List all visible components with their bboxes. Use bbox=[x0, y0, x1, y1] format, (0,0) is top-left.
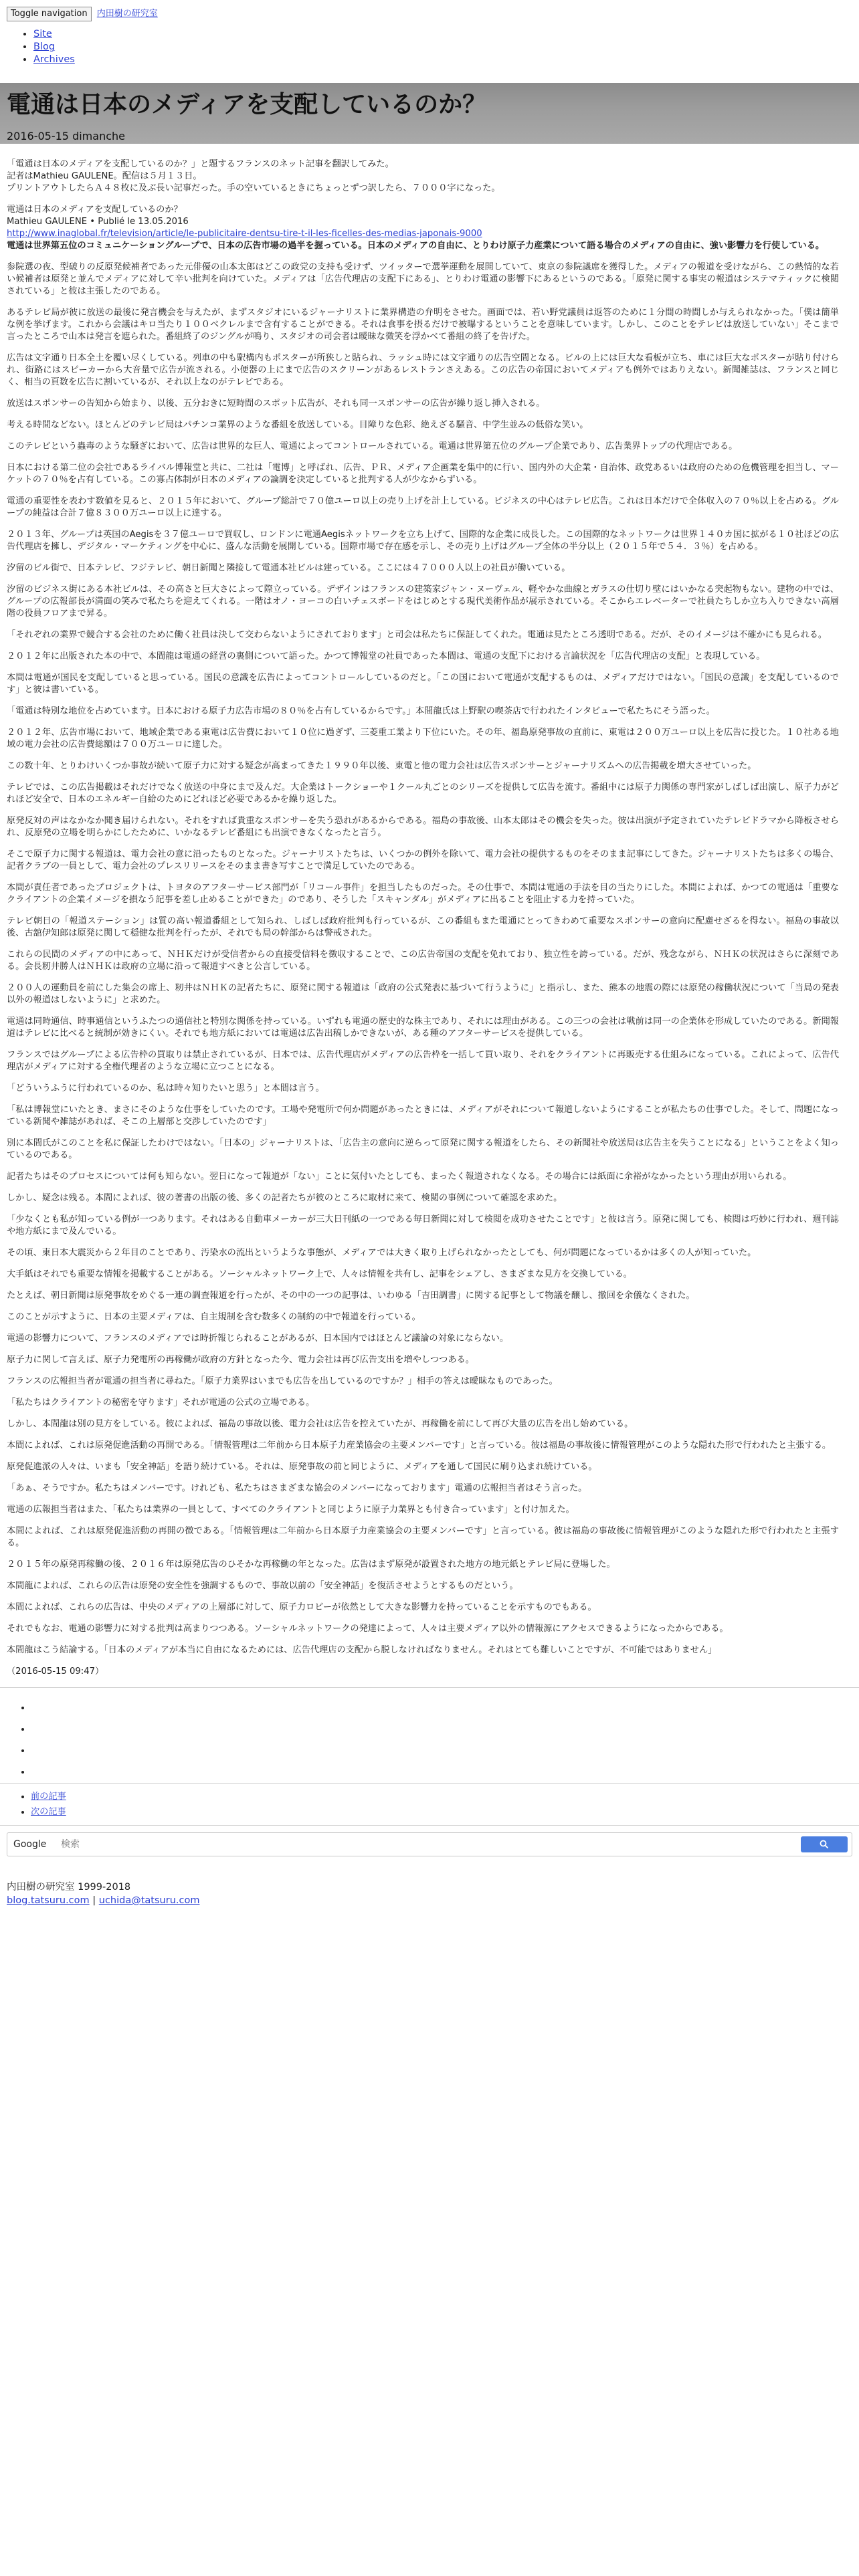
intro-line: 「電通は日本のメディアを支配しているのか？」と題するフランスのネット記事を翻訳してみた。 bbox=[7, 159, 394, 169]
article-paragraph: それでもなお、電通の影響力に対する批判は高まりつつある。ソーシャルネットワークの発達によって、人々は主要メディア以外の情報源にアクセスできるようになったからである。 bbox=[7, 1624, 729, 1634]
article-paragraph: 原発反対の声はなかなか聞き届けられない。それをすれば貴重なスポンサーを失う恐れがあるからである。福島の事故後、山本太郎はその機会を失った。彼は出演が予定されていたテレビドラマから降板させられ、反原発の立場を明らかにしたために、いかなるテレビ番組にも出演できなくなったと言う。 bbox=[7, 816, 839, 838]
article-paragraph: 汐留のビジネス街にある本社ビルは、その高さと巨大さによって際立っている。デザインはフランスの建築家ジャン・ヌーヴェル、軽やかな曲線とガラスの仕切り壁にはいかなる突起物もない。建物の中では、グループの広報部長が満面の笑みで私たちを迎えてくれる。一階はオノ・ヨーコの白いチェスボードをはじめとする現代美術作品が展示されている。そこからエレベーターで社員たちしか立ち入りできない高層階の役員フロアまで昇る。 bbox=[7, 584, 839, 619]
share-item bbox=[31, 1740, 859, 1761]
article-paragraph: ２０１５年の原発再稼働の後、２０１６年は原発広告のひそかな再稼働の年となった。広告はまず原発が設置された地方の地元紙とテレビ局に登場した。 bbox=[7, 1560, 615, 1570]
article-byline: Mathieu GAULENE • Publié le 13.05.2016 bbox=[7, 217, 189, 227]
article-paragraph: 「電通は特別な地位を占めています。日本における原子力広告市場の８０％を占有しているからです。」本間龍氏は上野駅の喫茶店で行われたインタビューで私たちにそう語った。 bbox=[7, 706, 715, 716]
source-article-link[interactable]: http://www.inaglobal.fr/television/article/le-publicitaire-dentsu-tire-t-il-les-ficelles-des-medias-japonais-9000 bbox=[7, 229, 482, 239]
nav-item-blog bbox=[33, 41, 859, 53]
next-post-link[interactable]: 次の記事 bbox=[31, 1807, 66, 1817]
article-paragraph: 「あぁ、そうですか。私たちはメンバーです。けれども、私たちはさまざまな協会のメンバーになっております」電通の広報担当者はそう言った。 bbox=[7, 1483, 587, 1493]
article-paragraph: 電通の重要性を表わす数値を見ると、２０１５年において、グループ総計で７０億ユーロ以上の売り上げを計上している。ビジネスの中心はテレビ広告。これは日本だけで全体収入の７０％以上を占める。グループの純益は合計７億８３００万ユーロ以上に達する。 bbox=[7, 496, 839, 518]
article-title: 電通は日本のメディアを支配しているのか？ bbox=[7, 205, 183, 215]
site-nav bbox=[0, 28, 859, 66]
article-paragraph: テレビでは、この広告掲載はそれだけでなく放送の中身にまで及んだ。大企業はトークショーや１クール丸ごとのシリーズを提供して広告を流す。番組中には原子力関係の専門家がしばしば出演し、原子力がどれほど安全で、日本のエネルギー自給のためにどれほど必要であるかを繰り返した。 bbox=[7, 782, 839, 804]
article-paragraph: 本間龍はこう結論する。「日本のメディアが本当に自由になるためには、広告代理店の支配から脱しなければなりません。それはとても難しいことですが、不可能ではありません」 bbox=[7, 1645, 717, 1655]
post-pager bbox=[0, 1789, 859, 1820]
article-paragraph: ２００人の運動員を前にした集会の席上、籾井はＮＨＫの記者たちに、原発に関する報道は「政府の公式発表に基づいて行うように」と指示し、また、熊本の地震の際には原発の稼働状況について「当局の発表以外の報道はしないように」と求めた。 bbox=[7, 983, 839, 1005]
article-paragraph: テレビ朝日の「報道ステーション」は質の高い報道番組として知られ、しばしば政府批判も行っているが、この番組もまた電通にとってきわめて重要なスポンサーの意向に配慮せざるを得ない。福島の事故以後、古舘伊知郎は原発に関して穏健な批判を行ったが、それでも局の幹部からは警戒された。 bbox=[7, 916, 839, 938]
article-paragraph: この数十年、とりわけいくつか事故が続いて原子力に対する疑念が高まってきた１９９０年以後、東電と他の電力会社は広告スポンサーとジャーナリズムへの広告掲載を増大させていった。 bbox=[7, 761, 757, 771]
intro-line: プリントアウトしたらＡ４８枚に及ぶ長い記事だった。手の空いているときにちょっとずつ訳したら、７０００字になった。 bbox=[7, 183, 500, 193]
divider bbox=[0, 1825, 859, 1826]
post-timestamp: （2016-05-15 09:47） bbox=[7, 1667, 104, 1677]
divider bbox=[0, 1687, 859, 1688]
site-title-link[interactable]: 内田樹の研究室 bbox=[96, 9, 158, 19]
search-button[interactable] bbox=[801, 1836, 848, 1852]
article-paragraph: 別に本間氏がこのことを私に保証したわけではない。「日本の」ジャーナリストは、「広告主の意向に逆らって原発に関する報道をしたら、その新聞社や放送局は広告主を失うことになる」ということをよく知っているのである。 bbox=[7, 1138, 839, 1160]
article-paragraph: 考える時間などない。ほとんどのテレビ局はパチンコ業界のような番組を放送している。目障りな色彩、絶えざる騒音、中学生並みの低俗な笑い。 bbox=[7, 420, 589, 430]
article-paragraph: 「どういうふうに行われているのか、私は時々知りたいと思う」と本間は言う。 bbox=[7, 1083, 324, 1093]
article-paragraph: しかし、疑念は残る。本間によれば、彼の著書の出版の後、多くの記者たちが彼のところに取材に来て、検閲の事例について確認を求めた。 bbox=[7, 1193, 563, 1203]
search-icon bbox=[820, 1840, 829, 1849]
nav-link-site[interactable]: Site bbox=[33, 29, 52, 39]
article-paragraph: 本間によれば、これは原発促進活動の再開である。「情報管理は二年前から日本原子力産業協会の主要メンバーです」と言っている。彼は福島の事故後に情報管理がこのような隠れた形で行われたと主張する。 bbox=[7, 1440, 832, 1451]
share-item bbox=[31, 1719, 859, 1740]
toggle-navigation-button[interactable]: Toggle navigation bbox=[7, 7, 92, 21]
article-paragraph: ２０１２年に出版された本の中で、本間龍は電通の経営の裏側について語った。かつて博報堂の社員であった本間は、電通の支配下における言論状況を「広告代理店の支配」と表現している。 bbox=[7, 651, 765, 661]
pager-item-prev bbox=[31, 1789, 859, 1804]
article-paragraphs bbox=[7, 261, 839, 1656]
article-paragraph: 「それぞれの業界で競合する会社のために働く社員は決して交わらないようにされております」と司会は私たちに保証してくれた。電通は見たところ透明である。だが、そのイメージは不確かにも見られる。 bbox=[7, 630, 828, 640]
article-paragraph: 本間によれば、これらの広告は、中央のメディアの上層部に対して、原子力ロビーが依然として大きな影響力を持っていることを示すものでもある。 bbox=[7, 1602, 597, 1612]
article-paragraph: このテレビという蟲毒のような騒ぎにおいて、広告は世界的な巨人、電通によってコントロールされている。電通は世界第五位のグループ企業であり、広告業界トップの代理店である。 bbox=[7, 441, 738, 451]
topbar bbox=[0, 0, 859, 25]
site-footer bbox=[0, 1856, 859, 1907]
article-paragraph: 「私は博報堂にいたとき、まさにそのような仕事をしていたのです。工場や発電所で何か問題があったときには、メディアがそれについて報道しないようにすることが私たちの仕事でした。そして、問題になっている新聞や雑誌があれば、そこの上層部と交渉していたのです」 bbox=[7, 1105, 839, 1127]
footer-separator: | bbox=[92, 1895, 96, 1906]
nav-item-site bbox=[33, 28, 859, 41]
post-header-banner bbox=[0, 83, 859, 144]
article-paragraph: たとえば、朝日新聞は原発事故をめぐる一連の調査報道を行ったが、その中の一つの記事は、いわゆる「吉田調書」に関する記事として物議を醸し、撤回を余儀なくされた。 bbox=[7, 1291, 695, 1301]
google-search-box bbox=[7, 1832, 852, 1856]
article-paragraph: これらの民間のメディアの中にあって、ＮＨＫだけが受信者からの直接受信料を徴収することで、この広告帝国の支配を免れており、独立性を誇っている。だが、残念ながら、ＮＨＫの状況はさらに深刻である。会長籾井勝人はＮＨＫは政府の立場に沿って報道すべきと公言している。 bbox=[7, 950, 839, 972]
article-paragraph: フランスの広報担当者が電通の担当者に尋ねた。「原子力業界はいまでも広告を出しているのですか？」相手の答えは曖昧なものであった。 bbox=[7, 1376, 558, 1386]
post-body bbox=[0, 144, 846, 1678]
article-paragraph: しかし、本間龍は別の見方をしている。彼によれば、福島の事故以後、電力会社は広告を控えていたが、再稼働を前にして再び大量の広告を出し始めている。 bbox=[7, 1419, 634, 1429]
article-paragraph: 本間龍によれば、これらの広告は原発の安全性を強調するもので、事故以前の「安全神話」を復活させようとするものだという。 bbox=[7, 1581, 518, 1591]
article-paragraph: あるテレビ局が彼に放送の最後に発言機会を与えたが、まずスタジオにいるジャーナリストに業界構造の弁明をさせた。画面では、若い野党議員は返答のために１分間の時間しか与えられなかった。「僕は簡単な例を挙げます。これから会議はキロ当たり１００ベクレルまで含有することができる。それは食事を摂るだけで被曝するということを意味しています。しかし、このことをテレビは放送していない」そこまで言ったところで山本は発言を遮られた。番組終了のジングルが鳴り、スタジオの司会者は曖昧な微笑を浮かべて番組の終了を告げた。 bbox=[7, 308, 839, 342]
nav-item-archives bbox=[33, 53, 859, 66]
article-paragraph: このことが示すように、日本の主要メディアは、自主規制を含む数多くの制約の中で報道を行っている。 bbox=[7, 1312, 421, 1322]
article-paragraph: 原子力に関して言えば、原子力発電所の再稼働が政府の方針となった今、電力会社は再び広告支出を増やしつつある。 bbox=[7, 1355, 474, 1365]
post-date: 2016-05-15 dimanche bbox=[7, 130, 125, 142]
intro-line: 記者はMathieu GAULENE。配信は５月１３日。 bbox=[7, 171, 202, 181]
footer-email-link[interactable]: uchida@tatsuru.com bbox=[98, 1895, 200, 1906]
footer-blog-link[interactable]: blog.tatsuru.com bbox=[7, 1895, 90, 1906]
article-paragraph: 参院選の夜、型破りの反原発候補者であった元俳優の山本太郎はどこの政党の支持も受けず、ツイッターで選挙運動を展開していて、東京の参院議席を獲得した。メディアの報道を受けながら、この熱情的な若い候補者は原発と並んでメディアに対して辛い批判を向けていた。メディアは「広告代理店の支配下にある」、とりわけ電通の影響下にあるというのである。「原発に関する事実の報道はシステマティックに検閲されている」と彼は主張したのである。 bbox=[7, 262, 839, 296]
article-paragraph: 本間によれば、これは原発促進活動の再開の徴である。「情報管理は二年前から日本原子力産業協会の主要メンバーです」と言っている。彼は福島の事故後に情報管理がこのような隠れた形で行われたと主張する。 bbox=[7, 1526, 839, 1548]
article-paragraph: 日本における第二位の会社であるライバル博報堂と共に、二社は「電博」と呼ばれ、広告、ＰＲ、メディア企画業を集中的に行い、国内外の大企業・自治体、政党あるいは政府のための危機管理を担当し、マーケットの７０％を占有している。この寡占体制が日本のメディアの論調を決定していると批判する人が少なからずいる。 bbox=[7, 463, 839, 485]
article-paragraph: 汐留のビル街で、日本テレビ、フジテレビ、朝日新聞と隣接して電通本社ビルは建っている。ここには４７０００人以上の社員が働いている。 bbox=[7, 563, 571, 573]
article-paragraph: 記者たちはそのプロセスについては何も知らない。翌日になって報道が「ない」ことに気付いたとしても、まったく報道されなくなる。その場合には紙面に余裕がなかったという理由が用いられる。 bbox=[7, 1172, 792, 1182]
article-paragraph: 原発促進派の人々は、いまも「安全神話」を語り続けている。それは、原発事故の前と同じように、メディアを通して国民に刷り込まれ続けている。 bbox=[7, 1462, 597, 1472]
share-item bbox=[31, 1761, 859, 1783]
article-paragraph: そこで原子力に関する報道は、電力会社の意に沿ったものとなった。ジャーナリストたちは、いくつかの例外を除いて、電力会社の提供するものをそのまま記事にしてきた。ジャーナリストたちは多くの場合、記者クラブの一員として、電力会社のプレスリリースをそのまま書き写すことで満足していたのである。 bbox=[7, 849, 839, 871]
article-paragraph: 電通の広報担当者はまた、「私たちは業界の一員として、すべてのクライアントと同じように原子力業界とも付き合っています」と付け加えた。 bbox=[7, 1505, 575, 1515]
article-paragraph: 電通は同時通信、時事通信というふたつの通信社と特別な関係を持っている。いずれも電通の歴史的な株主であり、それには理由がある。この三つの会社は戦前は同一の企業体を形成していたのである。新聞報道はテレビに比べると統制が効きにくい。それでも地方紙においては電通は広告出稿しかできないが、ある種のアフターサービスを提供している。 bbox=[7, 1016, 839, 1039]
google-search-label: Google bbox=[13, 1839, 47, 1850]
nav-link-blog[interactable]: Blog bbox=[33, 41, 56, 52]
article-paragraph: 本間が責任者であったプロジェクトは、トヨタのアフターサービス部門が「リコール事件」を担当したものだった。その仕事で、本間は電通の手法を目の当たりにした。本間によれば、かつての電通は「重要なクライアントの企業イメージを損なう記事を差し止めることができた」のであり、そうした「スキャンダル」がメディアに出ることを阻止する力を持っていた。 bbox=[7, 883, 839, 905]
article-paragraph: 大手紙はそれでも重要な情報を掲載することがある。ソーシャルネットワーク上で、人々は情報を共有し、記事をシェアし、さまざまな見方を交換している。 bbox=[7, 1269, 632, 1279]
search-input[interactable] bbox=[60, 1836, 771, 1852]
nav-link-archives[interactable]: Archives bbox=[33, 54, 75, 65]
article-paragraph: フランスではグループによる広告枠の買取りは禁止されているが、日本では、広告代理店がメディアの広告枠を一括して買い取り、それをクライアントに再販売する仕組みになっている。これによって、広告代理店がメディアに対する全権代理者のような立場に立つことになる。 bbox=[7, 1050, 839, 1072]
article-paragraph: ２０１３年、グループは英国のAegisを３７億ユーロで買収し、ロンドンに電通Aegisネットワークを立ち上げて、国際的な企業に成長した。この国際的なネットワークは世界１４０カ国に拡がる１０社ほどの広告代理店を擁し、デジタル・マーケティングを中心に、盛んな活動を展開している。国際市場で存在感を示し、その売り上げはグループ全体の半分以上（２０１５年で５４．３％）を占める。 bbox=[7, 530, 839, 552]
article-paragraph: 「私たちはクライアントの秘密を守ります」それが電通の公式の立場である。 bbox=[7, 1398, 315, 1408]
article-paragraph: 広告は文字通り日本全土を覆い尽くしている。列車の中も駅構内もポスターが所狭しと貼られ、ラッシュ時には文字通りの広告空間となる。ビルの上には巨大な看板が立ち、車には巨大なポスターが貼り付けられ、街路にはスピーカーから大音量で広告が流される。小便器の上にまで広告のスクリーンがあるレストランさえある。この広告の帝国においてメディアも例外ではありえない。新聞雑誌は、フランスと同じく、相当の頁数を広告に割いているが、それ以上なのがテレビである。 bbox=[7, 353, 839, 387]
footer-copyright: 内田樹の研究室 1999-2018 bbox=[7, 1882, 131, 1893]
article-paragraph: その頃、東日本大震災から２年目のことであり、汚染水の流出というような事態が、メディアでは大きく取り上げられなかったとしても、何が問題になっているかは多くの人が知っていた。 bbox=[7, 1248, 757, 1258]
article-paragraph: 本間は電通が国民を支配していると思っている。国民の意識を広告によってコントロールしているのだと。「この国において電通が支配するものは、メディアだけではない。「国民の意識」を支配しているのです」と彼は書いている。 bbox=[7, 673, 839, 695]
footer-links bbox=[7, 1894, 852, 1907]
divider bbox=[0, 1783, 859, 1784]
post-title: 電通は日本のメディアを支配しているのか？ bbox=[7, 91, 487, 118]
article-lead: 電通は世界第五位のコミュニケーショングループで、日本の広告市場の過半を握っている。日本のメディアの自由に、とりわけ原子力産業について語る場合のメディアの自由に、強い影響力を行使している。 bbox=[7, 241, 825, 251]
pager-item-next bbox=[31, 1804, 859, 1820]
article-paragraph: 電通の影響力について、フランスのメディアでは時折報じられることがあるが、日本国内ではほとんど議論の対象にならない。 bbox=[7, 1333, 509, 1344]
share-item bbox=[31, 1697, 859, 1719]
article-paragraph: ２０１２年、広告市場において、地域企業である東電は広告費において１０位に過ぎず、三菱重工業より下位にいた。その年、福島原発事故の直前に、東電は２００万ユーロ以上を広告に投じた。１０社ある地域の電力会社の広告費総額は７００万ユーロに達した。 bbox=[7, 728, 839, 750]
article-paragraph: 「少なくとも私が知っている例が一つあります。それはある自動車メーカーが三大日刊紙の一つである毎日新聞に対して検閲を成功させたことです」と彼は言う。原発に関しても、検閲は巧妙に行われ、週刊誌や地方紙にまで及んでいる。 bbox=[7, 1214, 839, 1237]
article-paragraph: 放送はスポンサーの告知から始まり、以後、五分おきに短時間のスポット広告が、それも同一スポンサーの広告が繰り返し挿入される。 bbox=[7, 399, 545, 409]
prev-post-link[interactable]: 前の記事 bbox=[31, 1792, 66, 1802]
share-list bbox=[0, 1697, 859, 1783]
